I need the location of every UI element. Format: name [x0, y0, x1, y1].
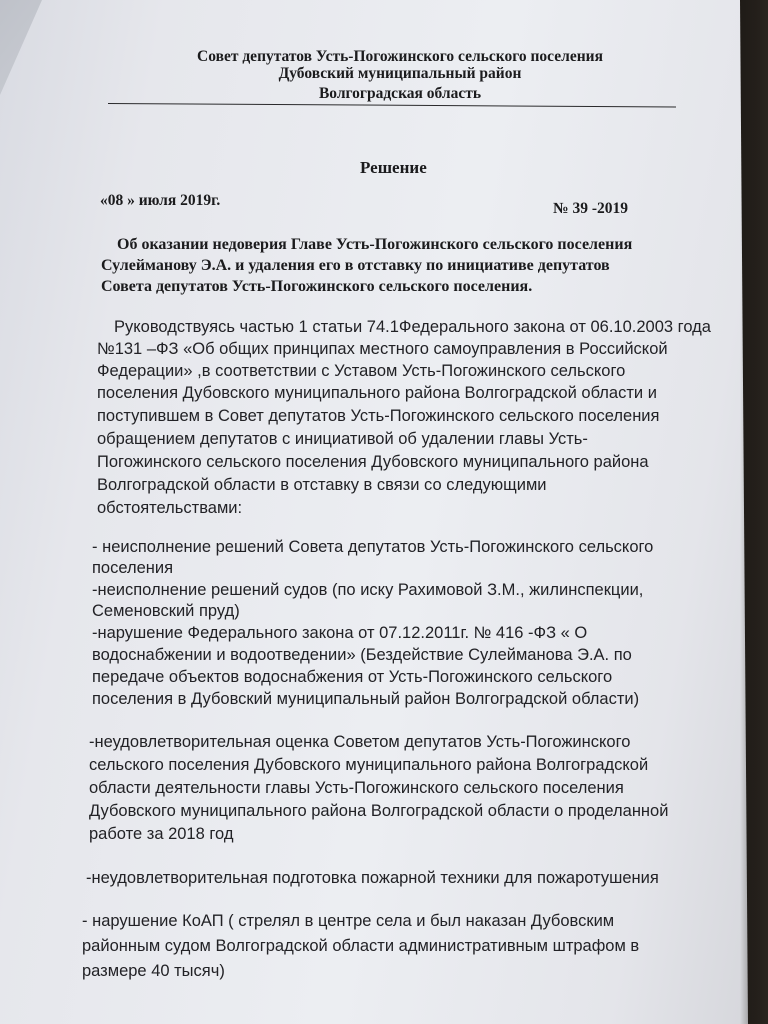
decision-date: «08 » июля 2019г.: [100, 192, 221, 209]
list-item-continuation: поселения: [92, 559, 174, 577]
document-title: Решение: [360, 158, 427, 177]
district-name: Дубовский муниципальный район: [278, 65, 522, 82]
body-line: поступившем в Совет депутатов Усть-Погожинского сельского поселения: [97, 407, 660, 425]
body-line: №131 –ФЗ «Об общих принципах местного самоуправления в Российской: [97, 340, 668, 358]
list-item: -неисполнение решений судов (по иску Рахимовой З.М., жилинспекции,: [92, 581, 644, 599]
list-item-continuation: сельского поселения Дубовского муниципального района Волгоградской: [89, 756, 649, 774]
list-item: - нарушение КоАП ( стрелял в центре села и был наказан Дубовским: [82, 912, 615, 930]
list-item: - неисполнение решений Совета депутатов Усть-Погожинского сельского: [92, 538, 654, 556]
list-item-continuation: размере 40 тысяч): [82, 962, 225, 980]
body-line: обращением депутатов с инициативой об удалении главы Усть-: [97, 430, 588, 448]
body-line: Федерации» ,в соответствии с Уставом Усть-Погожинского сельского: [97, 362, 626, 380]
subject-line: Сулейманову Э.А. и удаления его в отставку по инициативе депутатов: [101, 257, 610, 274]
list-item: -неудовлетворительная оценка Советом депутатов Усть-Погожинского: [89, 733, 631, 751]
region-name: Волгоградская область: [318, 85, 482, 102]
subject-line: Об оказании недоверия Главе Усть-Погожинского сельского поселения: [117, 236, 633, 253]
list-item-continuation: Дубовского муниципального района Волгоградской области о проделанной: [89, 802, 669, 820]
list-item-continuation: работе за 2018 год: [89, 825, 234, 843]
body-line: Волгоградской области в отставку в связи со следующими: [97, 476, 547, 494]
list-item: -нарушение Федерального закона от 07.12.2011г. № 416 -ФЗ « О: [92, 624, 588, 642]
sheet-edge-shadow: [740, 0, 768, 1024]
body-line: обстоятельствами:: [97, 499, 243, 517]
list-item: -неудовлетворительная подготовка пожарной техники для пожаротушения: [86, 869, 659, 887]
list-item-continuation: области деятельности главы Усть-Погожинского сельского поселения: [89, 779, 624, 797]
decision-number: № 39 -2019: [553, 200, 628, 217]
list-item-continuation: районным судом Волгоградской области административным штрафом в: [82, 937, 640, 955]
subject-line: Совета депутатов Усть-Погожинского сельского поселения.: [101, 278, 533, 295]
list-item-continuation: поселения в Дубовский муниципальный район Волгоградской области): [92, 690, 640, 708]
body-line: Погожинского сельского поселения Дубовского муниципального района: [97, 453, 649, 471]
list-item-continuation: передаче объектов водоснабжения от Усть-Погожинского сельского: [92, 668, 613, 686]
body-line: поселения Дубовского муниципального района Волгоградской области и: [97, 384, 657, 402]
list-item-continuation: Семеновский пруд): [92, 602, 240, 620]
body-line: Руководствуясь частью 1 статьи 74.1Федерального закона от 06.10.2003 года: [114, 318, 711, 336]
list-item-continuation: водоснабжении и водоотведении» (Бездействие Сулейманова Э.А. по: [92, 646, 632, 664]
council-name: Совет депутатов Усть-Погожинского сельского поселения: [197, 48, 603, 65]
